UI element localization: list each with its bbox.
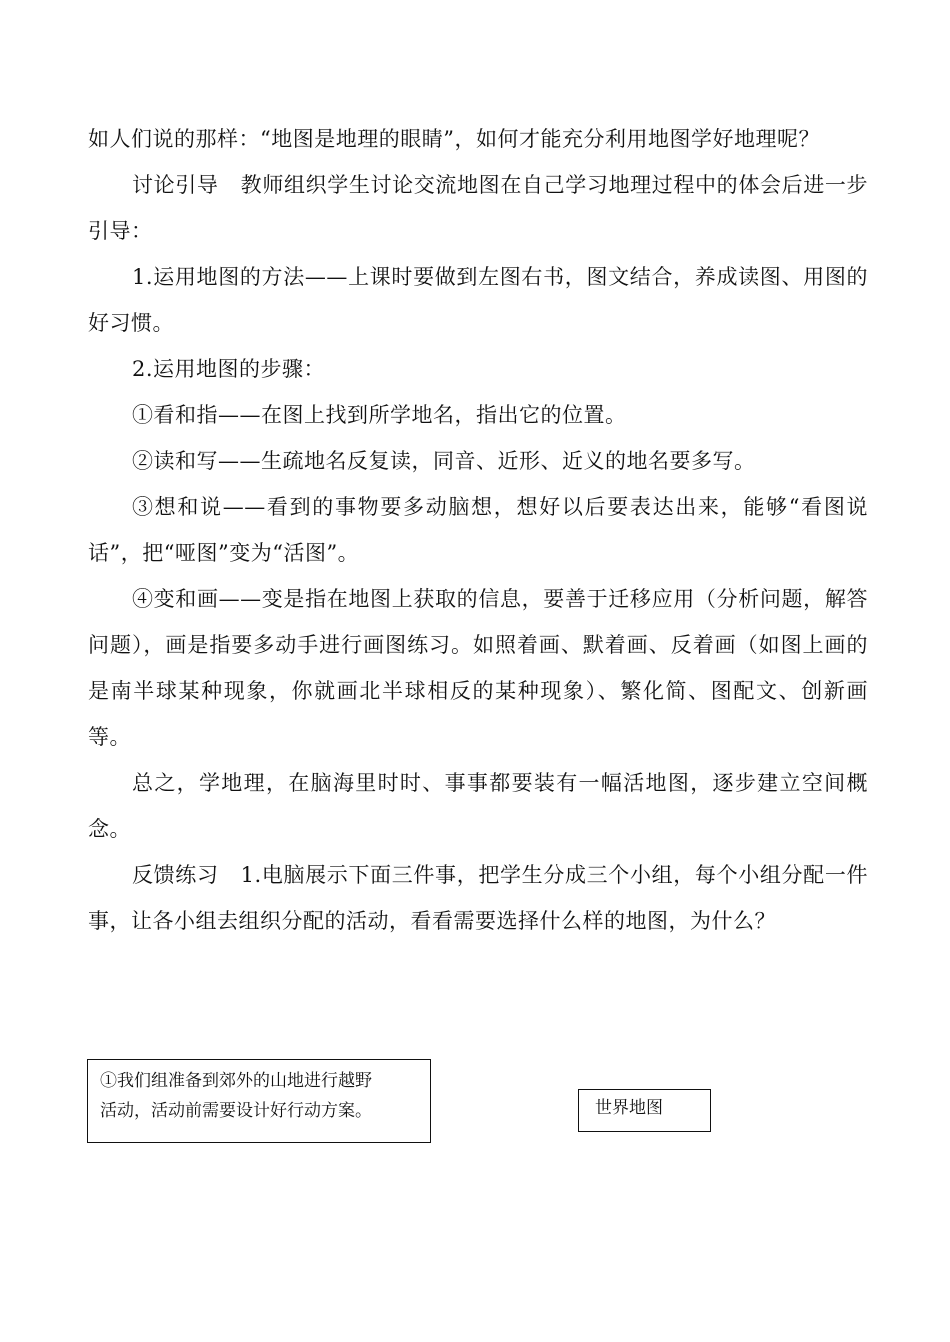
feedback-exercise-label: 反馈练习: [132, 863, 219, 887]
activity-box-line-1: ①我们组准备到郊外的山地进行越野: [100, 1071, 372, 1091]
feedback-exercise-text: 1.电脑展示下面三件事，把学生分成三个小组，每个小组分配一件事，让各小组去组织分配的活动，看看需要选择什么样的地图，为什么？: [88, 863, 868, 933]
body-text: [88, 116, 868, 944]
world-map-box: [578, 1089, 711, 1132]
paragraph-discussion-guide: [88, 162, 868, 254]
paragraph-map-method: 1.运用地图的方法——上课时要做到左图右书，图文结合，养成读图、用图的好习惯。: [88, 265, 868, 335]
paragraph-map-steps-heading: 2.运用地图的步骤：: [132, 357, 326, 381]
paragraph-step-look-point: ①看和指——在图上找到所学地名，指出它的位置。: [132, 403, 627, 427]
discussion-guide-text: 教师组织学生讨论交流地图在自己学习地理过程中的体会后进一步引导：: [88, 173, 868, 243]
paragraph-step-think-speak: ③想和说——看到的事物要多动脑想，想好以后要表达出来，能够“看图说话”，把“哑图”变为“活图”。: [88, 495, 868, 565]
activity-box: [87, 1059, 431, 1143]
paragraph-step-change-draw: ④变和画——变是指在地图上获取的信息，要善于迁移应用（分析问题，解答问题），画是指要多动手进行画图练习。如照着画、默着画、反着画（如图上画的是南半球某种现象，你就画北半球相反的某种现象）、繁化简、图配文、创新画等。: [88, 587, 868, 749]
discussion-guide-label: 讨论引导: [132, 173, 219, 197]
world-map-label: 世界地图: [595, 1098, 663, 1118]
paragraph-step-read-write: ②读和写——生疏地名反复读，同音、近形、近义的地名要多写。: [132, 449, 756, 473]
paragraph-summary: 总之，学地理，在脑海里时时、事事都要装有一幅活地图，逐步建立空间概念。: [88, 771, 868, 841]
paragraph-feedback-exercise: [88, 852, 868, 944]
activity-box-line-2: 活动，活动前需要设计好行动方案。: [100, 1101, 372, 1121]
paragraph-intro-question: 如人们说的那样：“地图是地理的眼睛”，如何才能充分利用地图学好地理呢？: [88, 127, 820, 151]
